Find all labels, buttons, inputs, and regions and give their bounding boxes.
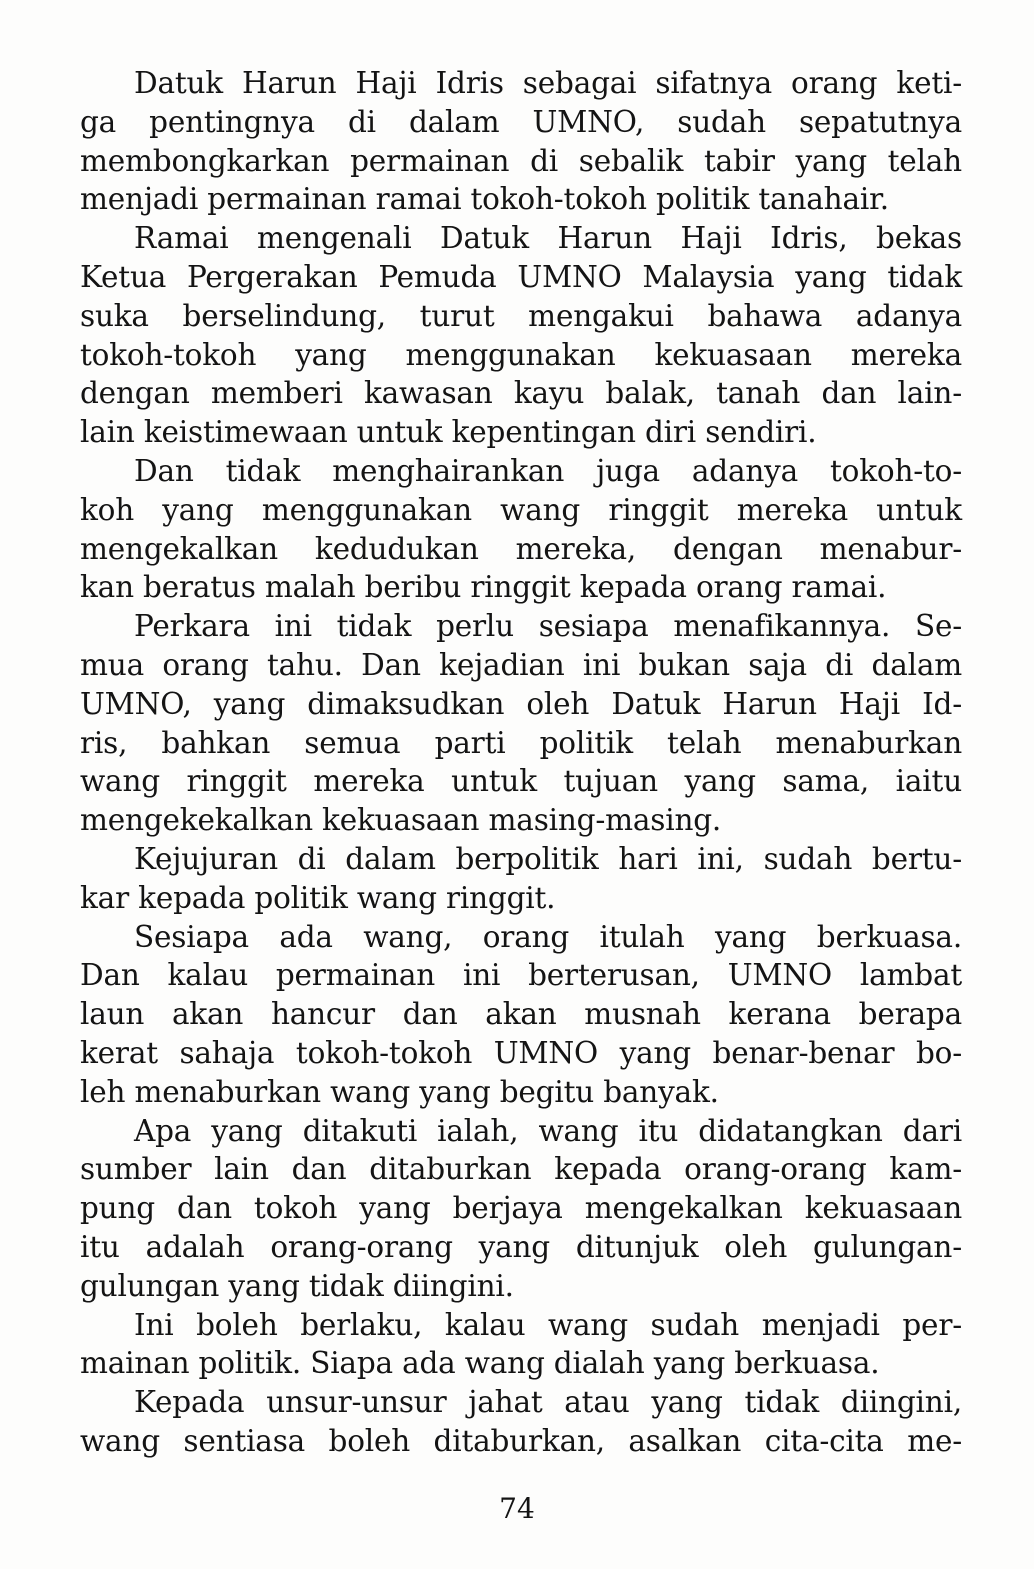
text-line: Datuk Harun Haji Idris sebagai sifatnya orang keti- bbox=[134, 66, 962, 100]
text-line: mengekalkan kedudukan mereka, dengan menabur- bbox=[80, 531, 962, 566]
text-line: ris, bahkan semua parti politik telah menaburkan bbox=[80, 725, 962, 760]
text-line: Perkara ini tidak perlu sesiapa menafikannya. Se- bbox=[134, 609, 962, 644]
text-line: Kejujuran di dalam berpolitik hari ini, sudah bertu- bbox=[134, 841, 962, 876]
text-line: Sesiapa ada wang, orang itulah yang berkuasa. bbox=[134, 919, 962, 954]
text-line: UMNO, yang dimaksudkan oleh Datuk Harun Haji Id- bbox=[80, 686, 962, 721]
text-line: Ketua Pergerakan Pemuda UMNO Malaysia yang tidak bbox=[80, 259, 962, 294]
text-line: dengan memberi kawasan kayu balak, tanah dan lain- bbox=[80, 376, 962, 411]
text-line: menjadi permainan ramai tokoh-tokoh politik tanahair. bbox=[80, 182, 889, 217]
text-line: tokoh-tokoh yang menggunakan kekuasaan mereka bbox=[80, 337, 962, 372]
text-line: kar kepada politik wang ringgit. bbox=[80, 880, 556, 915]
text-line: ga pentingnya di dalam UMNO, sudah sepatutnya bbox=[80, 104, 962, 139]
text-line: itu adalah orang-orang yang ditunjuk oleh gulungan- bbox=[80, 1229, 962, 1264]
text-line: mainan politik. Siapa ada wang dialah yang berkuasa. bbox=[80, 1346, 880, 1381]
text-line: wang ringgit mereka untuk tujuan yang sama, iaitu bbox=[80, 764, 962, 799]
body-text bbox=[80, 64, 962, 1461]
text-line: Ini boleh berlaku, kalau wang sudah menjadi per- bbox=[134, 1307, 962, 1342]
text-line: lain keistimewaan untuk kepentingan diri sendiri. bbox=[80, 415, 817, 450]
text-line: kan beratus malah beribu ringgit kepada orang ramai. bbox=[80, 570, 887, 605]
text-line: Apa yang ditakuti ialah, wang itu didatangkan dari bbox=[134, 1113, 962, 1148]
text-line: gulungan yang tidak diingini. bbox=[80, 1268, 514, 1303]
text-line: Kepada unsur-unsur jahat atau yang tidak diingini, bbox=[134, 1385, 962, 1420]
page-number: 74 bbox=[499, 1492, 535, 1525]
text-line: wang sentiasa boleh ditaburkan, asalkan cita-cita me- bbox=[80, 1423, 962, 1458]
text-line: suka berselindung, turut mengakui bahawa adanya bbox=[80, 298, 962, 333]
text-line: Dan kalau permainan ini berterusan, UMNO lambat bbox=[80, 958, 962, 993]
text-line: sumber lain dan ditaburkan kepada orang-orang kam- bbox=[80, 1152, 962, 1187]
text-line: mua orang tahu. Dan kejadian ini bukan saja di dalam bbox=[80, 647, 962, 682]
text-line: Ramai mengenali Datuk Harun Haji Idris, bekas bbox=[134, 221, 962, 256]
text-line: kerat sahaja tokoh-tokoh UMNO yang benar-benar bo- bbox=[80, 1035, 962, 1070]
text-line: membongkarkan permainan di sebalik tabir yang telah bbox=[80, 143, 962, 178]
text-line: mengekekalkan kekuasaan masing-masing. bbox=[80, 803, 722, 838]
text-line: leh menaburkan wang yang begitu banyak. bbox=[80, 1074, 719, 1109]
text-line: Dan tidak menghairankan juga adanya tokoh-to- bbox=[134, 453, 962, 488]
text-line: laun akan hancur dan akan musnah kerana berapa bbox=[80, 997, 962, 1032]
text-line: pung dan tokoh yang berjaya mengekalkan kekuasaan bbox=[80, 1191, 962, 1226]
text-line: koh yang menggunakan wang ringgit mereka untuk bbox=[80, 492, 962, 527]
